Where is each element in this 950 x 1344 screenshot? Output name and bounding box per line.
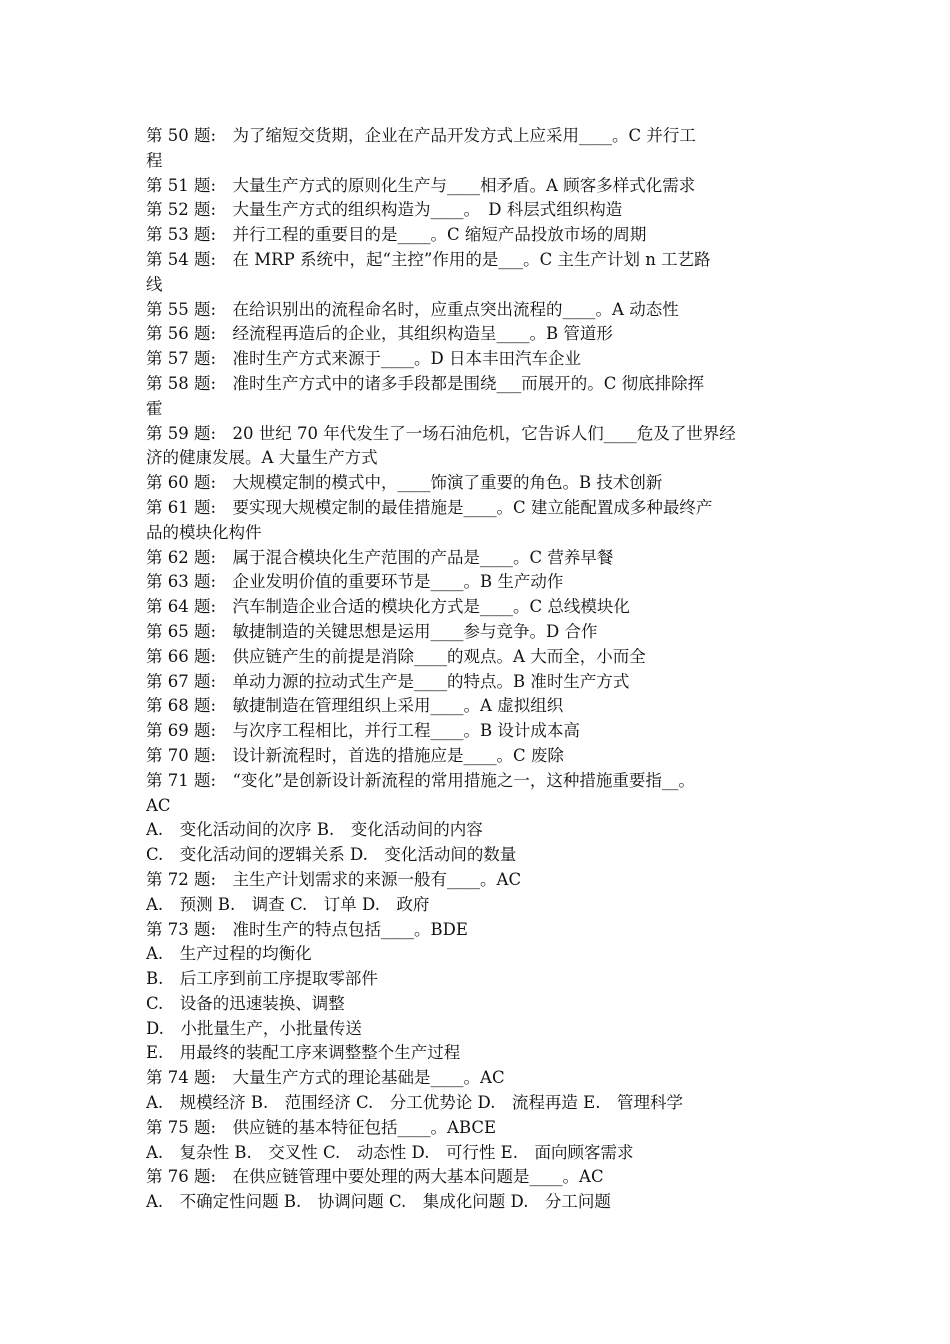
text-line: 第 72 题: 主生产计划需求的来源一般有____。AC: [146, 869, 522, 889]
text-line: AC: [146, 795, 171, 815]
text-line: 第 66 题: 供应链产生的前提是消除____的观点。A 大而全，小而全: [146, 646, 646, 666]
text-line: 第 67 题: 单动力源的拉动式生产是____的特点。B 准时生产方式: [146, 671, 630, 691]
text-line: C. 设备的迅速装换、调整: [146, 993, 345, 1013]
text-line: 第 75 题: 供应链的基本特征包括____。ABCE: [146, 1117, 497, 1137]
text-line: A. 规模经济 B. 范围经济 C. 分工优势论 D. 流程再造 E. 管理科学: [146, 1093, 683, 1113]
text-line: 第 50 题: 为了缩短交货期，企业在产品开发方式上应采用____。C 并行工: [146, 126, 696, 145]
text-line: 第 74 题: 大量生产方式的理论基础是____。AC: [146, 1068, 505, 1088]
text-line: A. 不确定性问题 B. 协调问题 C. 集成化问题 D. 分工问题: [146, 1192, 611, 1212]
text-line: 第 59 题: 20 世纪 70 年代发生了一场石油危机，它告诉人们____危及了世界经: [146, 423, 736, 443]
text-line: A. 生产过程的均衡化: [146, 944, 312, 964]
text-line: 品的模块化构件: [146, 522, 262, 542]
text-line: 霍: [146, 398, 163, 418]
text-line: 第 73 题: 准时生产的特点包括____。BDE: [146, 919, 468, 939]
text-line: 第 51 题: 大量生产方式的原则化生产与____相矛盾。A 顾客多样式化需求: [146, 175, 696, 195]
text-line: 第 56 题: 经流程再造后的企业，其组织构造呈____。B 管道形: [146, 324, 613, 344]
text-line: 济的健康发展。A 大量生产方式: [146, 448, 378, 468]
text-line: 第 71 题: “变化”是创新设计新流程的常用措施之一，这种措施重要指__。: [146, 770, 695, 790]
text-line: 第 70 题: 设计新流程时，首选的措施应是____。C 废除: [146, 745, 564, 765]
text-line: A. 变化活动间的次序 B. 变化活动间的内容: [146, 820, 483, 840]
text-line: 第 62 题: 属于混合模块化生产范围的产品是____。C 营养早餐: [146, 547, 614, 567]
text-line: B. 后工序到前工序提取零部件: [146, 969, 378, 989]
text-line: A. 复杂性 B. 交叉性 C. 动态性 D. 可行性 E. 面向顾客需求: [146, 1142, 634, 1162]
text-line: C. 变化活动间的逻辑关系 D. 变化活动间的数量: [146, 845, 517, 865]
text-line: 第 54 题: 在 MRP 系统中，起“主控”作用的是___。C 主生产计划 n 工艺路: [146, 249, 711, 269]
text-line: 第 76 题: 在供应链管理中要处理的两大基本问题是____。AC: [146, 1167, 604, 1187]
text-line: 第 65 题: 敏捷制造的关键思想是运用____参与竞争。D 合作: [146, 621, 598, 641]
text-line: 第 55 题: 在给识别出的流程命名时，应重点突出流程的____。A 动态性: [146, 299, 679, 319]
document-body: [146, 124, 808, 1215]
text-line: 第 58 题: 准时生产方式中的诸多手段都是围绕___而展开的。C 彻底排除挥: [146, 373, 705, 393]
text-line: 第 61 题: 要实现大规模定制的最佳措施是____。C 建立能配置成多种最终产: [146, 497, 713, 517]
text-line: 第 64 题: 汽车制造企业合适的模块化方式是____。C 总线模块化: [146, 597, 630, 617]
text-line: 第 68 题: 敏捷制造在管理组织上采用____。A 虚拟组织: [146, 696, 564, 716]
text-line: 第 57 题: 准时生产方式来源于____。D 日本丰田汽车企业: [146, 349, 582, 369]
text-line: 第 60 题: 大规模定制的模式中，____饰演了重要的角色。B 技术创新: [146, 473, 663, 493]
text-line: D. 小批量生产，小批量传送: [146, 1018, 362, 1038]
text-line: E. 用最终的装配工序来调整整个生产过程: [146, 1043, 461, 1063]
text-line: 线: [146, 274, 163, 294]
text-line: 第 52 题: 大量生产方式的组织构造为____。 D 科层式组织构造: [146, 200, 623, 220]
text-line: 第 53 题: 并行工程的重要目的是____。C 缩短产品投放市场的周期: [146, 225, 647, 245]
text-line: A. 预测 B. 调查 C. 订单 D. 政府: [146, 894, 430, 914]
text-line: 程: [146, 150, 163, 170]
text-line: 第 69 题: 与次序工程相比，并行工程____。B 设计成本高: [146, 721, 580, 741]
text-line: 第 63 题: 企业发明价值的重要环节是____。B 生产动作: [146, 572, 564, 592]
